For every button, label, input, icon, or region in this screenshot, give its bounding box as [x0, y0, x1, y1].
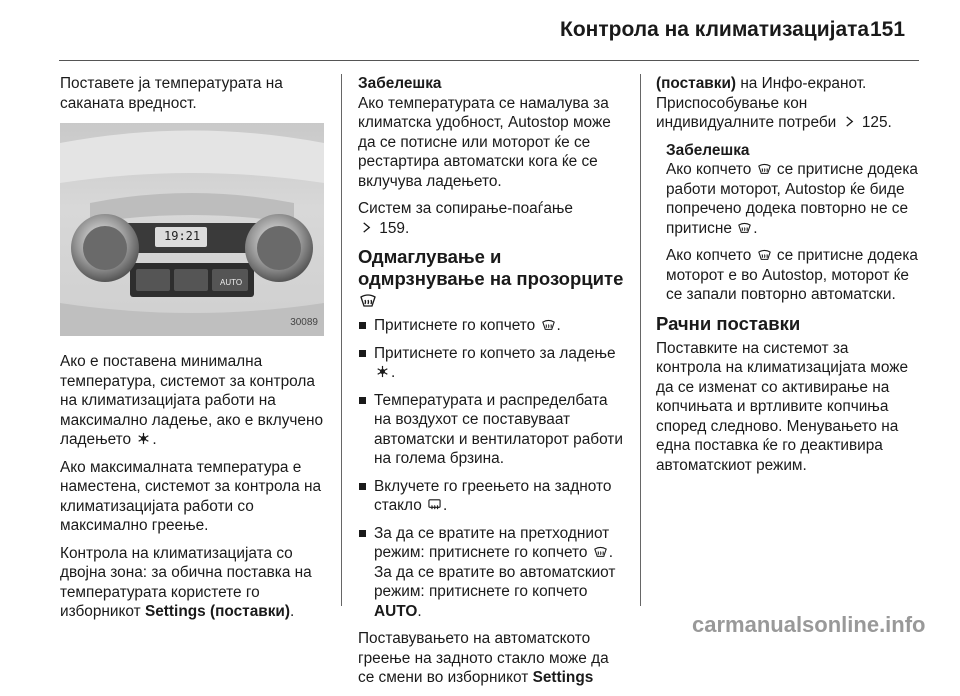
- windshield-defrost-icon: [758, 162, 771, 175]
- settings-menu-ref: Settings (поставки): [144, 603, 291, 620]
- note-autostop-inhibit: Ако копчето се притисне додека работи моторот, Autostop ќе биде попречено додека повторно не се притисне .: [666, 161, 918, 237]
- settings-menu-ref: Settings: [532, 669, 594, 686]
- rear-window-heating-icon: [428, 498, 441, 511]
- note-autostop-restart: Ако копчето се притисне додека моторот е во Autostop, моторот ќе се запали повторно автоматски.: [666, 247, 918, 303]
- bullet-cooling-button: Притиснете го копчето за ладење .: [358, 344, 628, 383]
- bullet-auto-distribution: Температурата и распределбата на воздухот се поставуваат автоматски и вентилаторот работи на голема брзина.: [358, 391, 628, 469]
- display-time: 19:21: [164, 229, 201, 243]
- column-2: [358, 74, 628, 696]
- column-3: [656, 74, 918, 483]
- note-block: [358, 74, 628, 191]
- page-number: 151: [870, 18, 906, 41]
- page-reference-arrow-icon: [360, 221, 373, 234]
- snowflake-icon: [137, 432, 150, 445]
- bullet-rear-heating: Вклучете го греењето на задното стакло .: [358, 477, 628, 516]
- windshield-defrost-icon: [594, 545, 607, 558]
- windshield-defrost-icon: [542, 318, 555, 331]
- auto-label: AUTO: [374, 602, 418, 620]
- column-divider-2: [640, 74, 641, 606]
- windshield-defrost-icon: [738, 221, 751, 234]
- figure-number: 30089: [290, 316, 318, 328]
- windshield-defrost-icon: [758, 248, 771, 261]
- auto-button: AUTO: [220, 278, 243, 287]
- climate-control-figure: [60, 123, 324, 336]
- min-temp-paragraph: Ако е поставена минимална температура, системот за контрола на климатизацијата работи на максимално ладење, ако е вклучено ладењето .: [60, 353, 324, 448]
- page-reference-arrow-icon: [843, 115, 856, 128]
- auto-heating-paragraph: Поставувањето на автоматското греење на задното стакло може да се смени во изборникот Settings: [358, 630, 609, 686]
- stop-start-reference: Систем за сопирање-поаѓање 159.: [358, 200, 573, 237]
- note-title: Забелешка: [358, 75, 442, 92]
- dual-zone-paragraph: Контрола на климатизацијата со двојна зона: за обична поставка на температурата користете го изборникот Settings (поставки).: [60, 544, 312, 620]
- defog-heading: Одмаглување и одмрзнување на прозорците: [358, 246, 628, 312]
- intro-paragraph: Поставете ја температурата на саканата вредност.: [60, 75, 283, 112]
- settings-continuation: (поставки) на Инфо-екранот. Приспособување кон индивидуалните потреби 125.: [656, 75, 892, 131]
- windshield-defrost-icon: [360, 292, 376, 308]
- page-title: Контрола на климатизацијата: [560, 18, 870, 41]
- note-block: [656, 141, 918, 305]
- column-1: [60, 74, 328, 630]
- manual-settings-heading: Рачни поставки: [656, 312, 801, 334]
- snowflake-icon: [376, 365, 389, 378]
- manual-settings-paragraph: Поставките на системот за контрола на климатизацијата може да се изменат со активирање на копчињата и вртливите копчиња според следново. Менувањето на една поставка ќе го деактивира автоматскиот режим.: [656, 339, 909, 474]
- note-text: Ако температурата се намалува за климатска удобност, Autostop може да се потисне или моторот ќе се рестартира автоматски кога ќе се вклучува ладењето.: [358, 94, 611, 190]
- column-divider-1: [341, 74, 342, 606]
- watermark: carmanualsonline.info: [692, 612, 926, 637]
- bullet-press-button: Притиснете го копчето .: [358, 316, 628, 336]
- header-rule: [59, 60, 919, 61]
- max-temp-paragraph: Ако максималната температура е наместена, системот за контрола на климатизацијата работи со максимално греење.: [60, 458, 322, 534]
- bullet-return-mode: За да се вратите на претходниот режим: притиснете го копчето . За да се вратите во автоматскиот режим: притиснете го копчето AUTO.: [358, 524, 628, 622]
- note-title: Забелешка: [666, 141, 750, 159]
